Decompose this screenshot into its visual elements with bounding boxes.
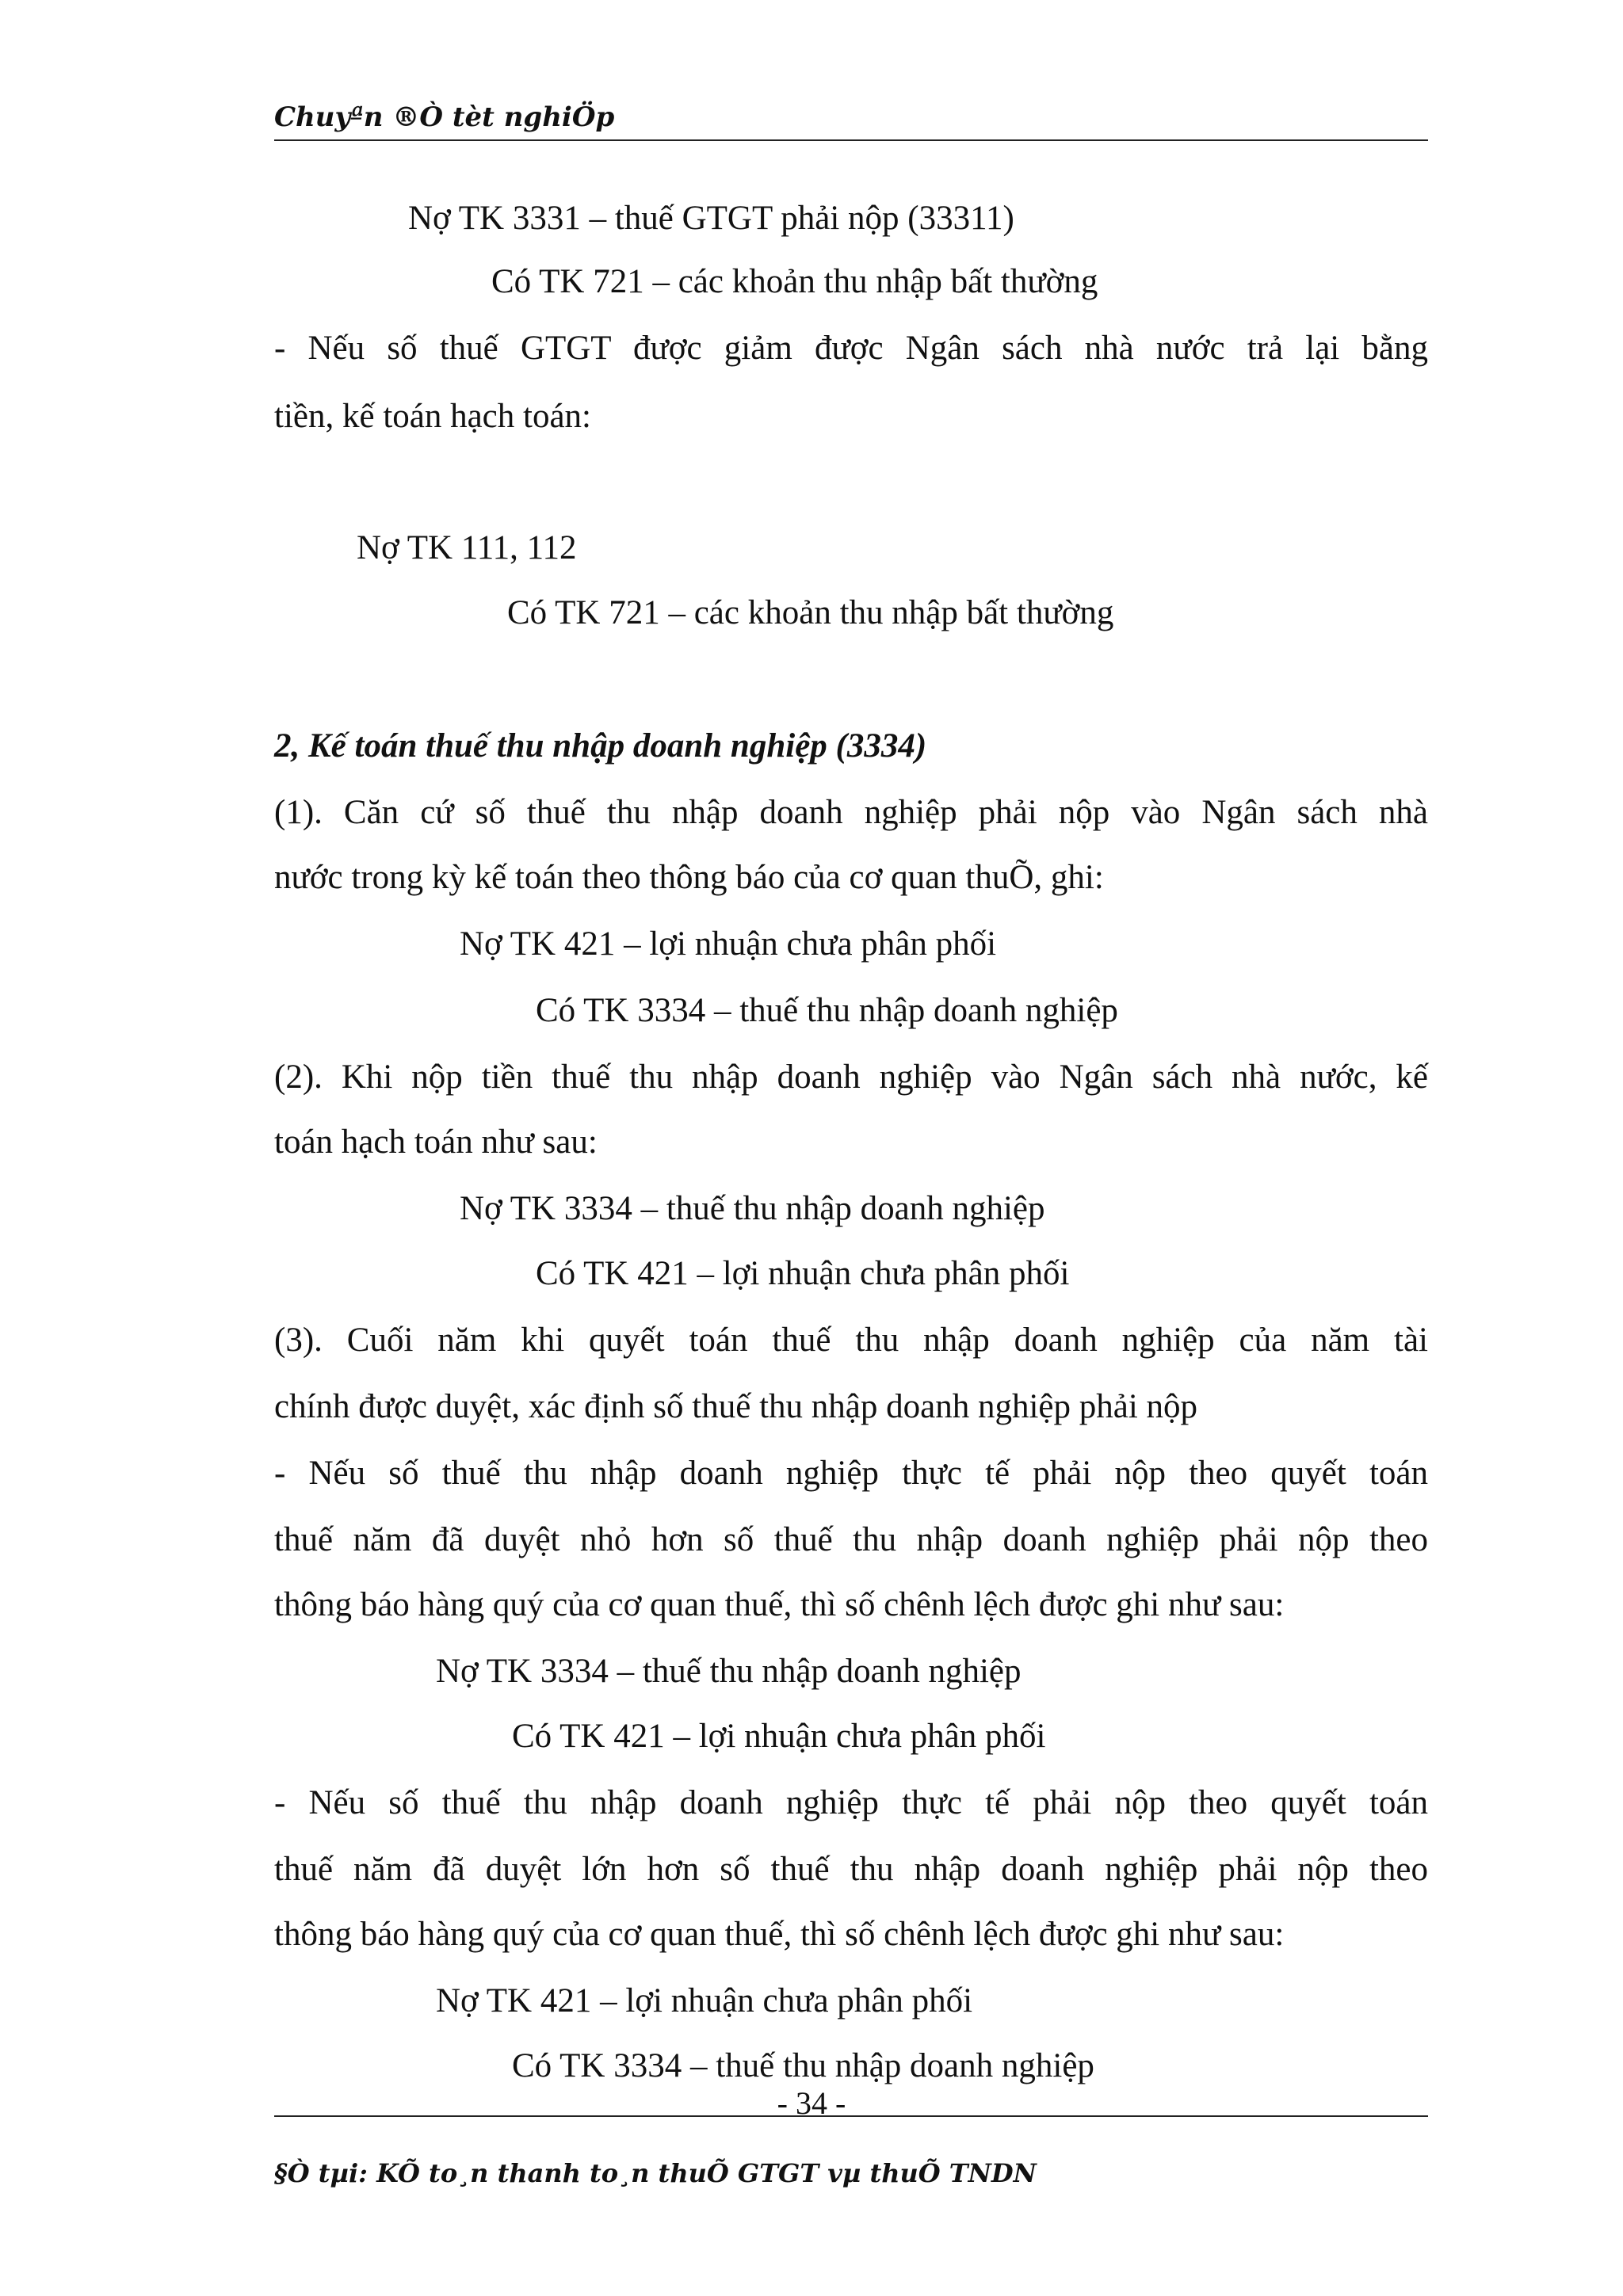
entry-credit: Có TK 721 – các khoản thu nhập bất thường — [491, 263, 1098, 300]
paragraph-line: thuế năm đã duyệt nhỏ hơn số thuế thu nhập doanh nghiệp phải nộp theo — [274, 1521, 1428, 1558]
paragraph-line: - Nếu số thuế thu nhập doanh nghiệp thực tế phải nộp theo quyết toán — [274, 1455, 1428, 1492]
paragraph-line: nước trong kỳ kế toán theo thông báo của cơ quan thuÕ, ghi: — [274, 859, 1104, 896]
paragraph-line: chính được duyệt, xác định số thuế thu nhập doanh nghiệp phải nộp — [274, 1388, 1198, 1425]
header-divider — [274, 139, 1428, 141]
page-number: - 34 - — [777, 2085, 846, 2121]
entry-credit: Có TK 3334 – thuế thu nhập doanh nghiệp — [536, 992, 1118, 1029]
paragraph-line: thông báo hàng quý của cơ quan thuế, thì số chênh lệch được ghi như sau: — [274, 1916, 1285, 1953]
paragraph-line: (1). Căn cứ số thuế thu nhập doanh nghiệp phải nộp vào Ngân sách nhà — [274, 794, 1428, 831]
entry-credit: Có TK 421 – lợi nhuận chưa phân phối — [536, 1255, 1070, 1292]
running-header: Chuyªn ®Ò tèt nghiÖp — [274, 101, 615, 133]
entry-credit: Có TK 3334 – thuế thu nhập doanh nghiệp — [512, 2047, 1094, 2084]
paragraph-line: - Nếu số thuế GTGT được giảm được Ngân sách nhà nước trả lại bằng — [274, 330, 1428, 367]
entry-debit: Nợ TK 421 – lợi nhuận chưa phân phối — [460, 925, 997, 963]
paragraph-line: thuế năm đã duyệt lớn hơn số thuế thu nhập doanh nghiệp phải nộp theo — [274, 1851, 1428, 1888]
entry-debit: Nợ TK 111, 112 — [357, 529, 577, 566]
entry-debit: Nợ TK 3334 – thuế thu nhập doanh nghiệp — [460, 1190, 1045, 1227]
entry-debit: Nợ TK 3334 – thuế thu nhập doanh nghiệp — [436, 1653, 1022, 1690]
paragraph-line: thông báo hàng quý của cơ quan thuế, thì số chênh lệch được ghi như sau: — [274, 1586, 1285, 1623]
paragraph-line: - Nếu số thuế thu nhập doanh nghiệp thực tế phải nộp theo quyết toán — [274, 1784, 1428, 1821]
paragraph-line: (3). Cuối năm khi quyết toán thuế thu nhập doanh nghiệp của năm tài — [274, 1322, 1428, 1359]
paragraph-line: tiền, kế toán hạch toán: — [274, 398, 591, 435]
section-heading: 2, Kế toán thuế thu nhập doanh nghiệp (3334) — [274, 727, 927, 765]
entry-credit: Có TK 421 – lợi nhuận chưa phân phối — [512, 1718, 1046, 1755]
paragraph-line: toán hạch toán như sau: — [274, 1123, 598, 1161]
running-footer: §Ò tµi: KÕ to¸n thanh to¸n thuÕ GTGT vµ thuÕ TNDN — [274, 2158, 1037, 2188]
paragraph-line: (2). Khi nộp tiền thuế thu nhập doanh nghiệp vào Ngân sách nhà nước, kế — [274, 1058, 1428, 1096]
entry-debit: Nợ TK 421 – lợi nhuận chưa phân phối — [436, 1982, 973, 2019]
entry-credit: Có TK 721 – các khoản thu nhập bất thường — [507, 594, 1114, 631]
entry-debit: Nợ TK 3331 – thuế GTGT phải nộp (33311) — [408, 200, 1014, 237]
